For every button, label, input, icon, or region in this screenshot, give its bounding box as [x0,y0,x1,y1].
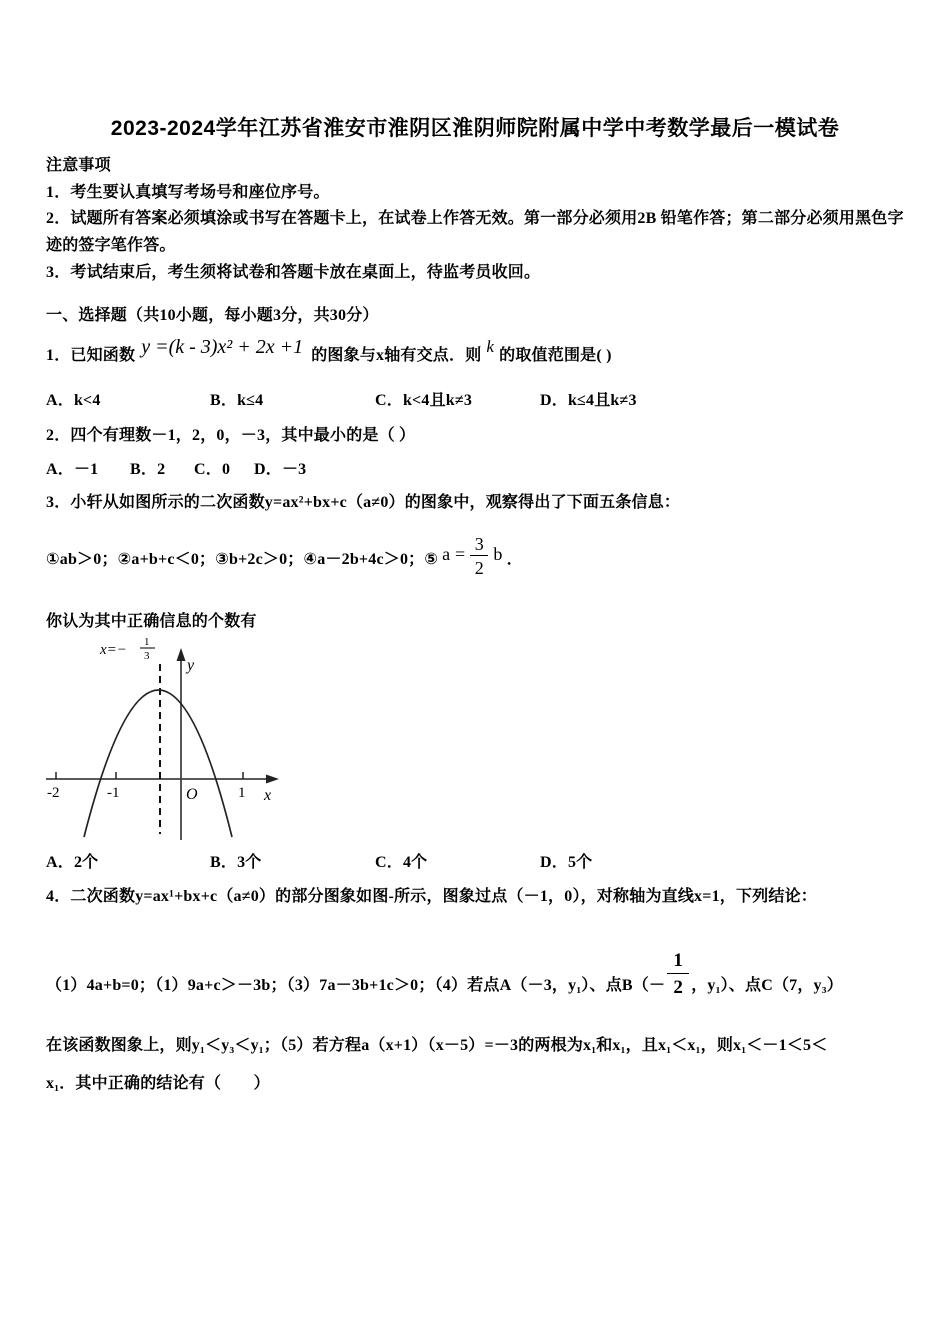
parabola-figure [38,633,283,848]
q3-info-tail: ． [506,551,523,568]
q3-option-c: C．4个 [375,854,428,871]
question-4: 4．二次函数y=ax¹+bx+c（a≠0）的部分图象如图-所示，图象过点（－1，0），对称轴为直线x=1，下列结论： [46,888,817,905]
notice-item-1: 1．考生要认真填写考场号和座位序号。 [46,184,330,201]
parabola-curve [84,690,232,837]
q4-conclusions-line-1 [46,950,912,998]
symmetry-line-label: x=− [100,642,127,658]
question-1 [46,336,912,366]
q1-text-mid: 的图象与x轴有交点．则 [311,347,482,364]
q4-items-post: ，y₁）、点C（7，y₃） [691,977,843,994]
q4-items-pre: （1）4a+b=0；（1）9a+c＞－3b；（3）7a－3b+1c＞0；（4）若点A（－3，y₁）、点B（－ [46,977,666,994]
symmetry-frac-num: 1 [144,636,150,648]
origin-label: O [186,786,198,803]
notice-item-2: 2．试题所有答案必须填涂或书写在答题卡上，在试卷上作答无效。第一部分必须用2B 铅笔作答；第二部分必须用黑色字迹的签字笔作答。 [46,210,904,254]
q2-option-b: B．2 [130,461,166,478]
q1-formula: y =(k - 3)x² + 2x +1 [141,336,304,358]
fraction-one-half: $\frac{1}{2}$ [665,964,691,984]
q2-option-c: C．0 [194,461,231,478]
q1-option-d: D．k≤4且k≠3 [540,392,637,409]
q2-option-a: A．－1 [46,461,99,478]
q1-variable-k: k [486,337,495,356]
q3-info-items: ①ab＞0；②a+b+c＜0；③b+2c＞0；④a－2b+4c＞0；⑤ [46,551,439,568]
exam-title: 2023-2024学年江苏省淮安市淮阴区淮阴师院附属中学中考数学最后一模试卷 [110,117,840,140]
notice-item-3: 3．考试结束后，考生须将试卷和答题卡放在桌面上，待监考员收回。 [46,264,541,281]
section-1-heading: 一、选择题（共10小题，每小题3分，共30分） [46,307,379,324]
q2-option-d: D．－3 [254,461,307,478]
fraction-three-halves: $\frac{3}{2}$ [468,546,490,566]
q3-prompt: 你认为其中正确信息的个数有 [46,613,257,630]
q3-frac-lhs: a = [442,544,466,564]
symmetry-frac-den: 3 [144,650,150,662]
x-axis-label: x [264,787,272,804]
fraction-bar [470,555,488,556]
q3-option-d: D．5个 [540,854,593,871]
q3-info-line [46,534,912,578]
tick-label-minus-1: -1 [107,785,120,801]
q1-text-post: 的取值范围是( ) [499,347,612,364]
q1-option-a: A．k<4 [46,392,101,409]
q2-options-row [46,456,912,479]
q3-frac-rhs: b [493,544,503,564]
q1-text-pre: 1．已知函数 [46,347,136,364]
fraction-bar [667,973,689,974]
question-3: 3．小轩从如图所示的二次函数y=ax²+bx+c（a≠0）的图象中，观察得出了下面五条信息： [46,494,681,511]
q3-info-5-equation [442,534,503,578]
question-2: 2．四个有理数－1，2，0，－3，其中最小的是（ ） [46,427,416,444]
tick-label-minus-2: -2 [47,785,60,801]
q1-option-c: C．k<4且k≠3 [375,392,473,409]
q1-option-b: B．k≤4 [210,392,264,409]
notice-heading: 注意事项 [46,157,111,174]
q4-conclusions-line-3: x₁．其中正确的结论有（ ） [46,1075,270,1092]
tick-label-plus-1: 1 [238,785,246,801]
y-axis-arrow [177,648,186,661]
q3-options-row [46,849,912,872]
q4-conclusions-line-2: 在该函数图象上，则y₁＜y₃＜y₁；（5）若方程a（x+1）（x－5）=－3的两根为x₁和x₁，且x₁＜x₁，则x₁＜－1＜5＜ [46,1037,828,1054]
q3-option-a: A．2个 [46,854,99,871]
y-axis-label: y [187,657,195,674]
x-axis-arrow [266,775,279,784]
q1-options-row [46,387,912,410]
q3-option-b: B．3个 [210,854,262,871]
